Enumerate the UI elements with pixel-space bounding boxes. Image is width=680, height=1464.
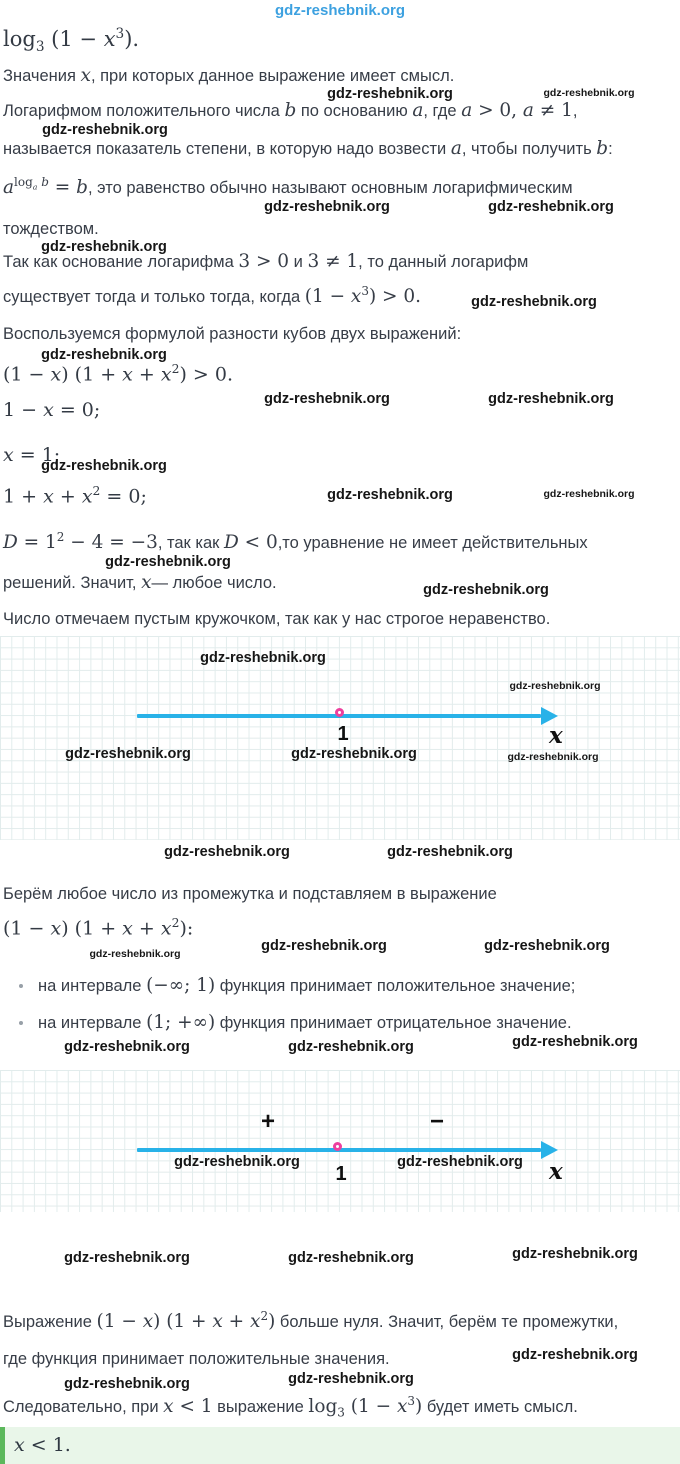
number-line-diagram-1 (0, 636, 680, 840)
watermark: gdz-reshebnik.org (327, 86, 453, 102)
watermark: gdz-reshebnik.org (64, 1039, 190, 1055)
text-line: Воспользуемся формулой разности кубов двух выражений: (3, 325, 462, 343)
point-label: 1 (337, 723, 349, 745)
text-line: Берём любое число из промежутка и подставляем в выражение (3, 885, 497, 903)
watermark: gdz-reshebnik.org (89, 948, 181, 960)
math-formula-main: $\log_3 (1 - x^3)$. (3, 26, 140, 56)
watermark: gdz-reshebnik.org (488, 391, 614, 407)
watermark: gdz-reshebnik.org (64, 1250, 190, 1266)
open-point-marker (333, 1142, 342, 1151)
text-line: решений. Значит, x— любое число. (3, 572, 277, 593)
text-line: Выражение (1 − x) $(1 + x + x^2)$ больше нуля. Значит, берём те промежутки, (3, 1309, 619, 1333)
math-formula-root: x = 1; (3, 444, 61, 466)
watermark: gdz-reshebnik.org (174, 1154, 300, 1170)
watermark: gdz-reshebnik.org (471, 294, 597, 310)
text-line: Значения x, при которых данное выражение имеет смысл. (3, 65, 455, 86)
watermark: gdz-reshebnik.org (509, 680, 601, 692)
answer-text: x < 1. (14, 1434, 71, 1456)
watermark: gdz-reshebnik.org (42, 122, 168, 138)
text-line: Так как основание логарифма 3 > 0 и 3 ≠ 1, то данный логарифм (3, 251, 529, 272)
open-point-marker (335, 708, 344, 717)
text-line: Следовательно, при x < 1 выражение $\log_3 (1 - x^3)$ будет иметь смысл. (3, 1394, 578, 1420)
axis-arrowhead-icon (541, 1141, 558, 1159)
watermark: gdz-reshebnik.org (105, 554, 231, 570)
watermark: gdz-reshebnik.org (264, 199, 390, 215)
watermark: gdz-reshebnik.org (288, 1371, 414, 1387)
watermark: gdz-reshebnik.org (397, 1154, 523, 1170)
watermark: gdz-reshebnik.org (507, 751, 599, 763)
text-line: существует тогда и только тогда, когда $(1 - x^3) > 0$. (3, 284, 422, 308)
watermark: gdz-reshebnik.org (288, 1039, 414, 1055)
watermark: gdz-reshebnik.org (164, 844, 290, 860)
text-line: Логарифмом положительного числа b по основанию a, где a > 0, a ≠ 1, (3, 100, 578, 121)
watermark: gdz-reshebnik.org (261, 938, 387, 954)
text-line: тождеством. (3, 220, 99, 238)
watermark: gdz-reshebnik.org (543, 488, 635, 500)
bullet-icon (19, 1021, 23, 1025)
watermark: gdz-reshebnik.org (41, 347, 167, 363)
watermark: gdz-reshebnik.org (264, 391, 390, 407)
axis-label-x: x (549, 722, 563, 749)
watermark: gdz-reshebnik.org (423, 582, 549, 598)
watermark: gdz-reshebnik.org (484, 938, 610, 954)
math-formula-product-colon: (1 − x) $(1 + x + x^2)$: (3, 916, 194, 940)
math-formula-quadratic: $1 + x + x^2 = 0$; (3, 484, 147, 508)
watermark: gdz-reshebnik.org (291, 746, 417, 762)
text-line: Число отмечаем пустым кружочком, так как у нас строгое неравенство. (3, 610, 551, 628)
list-item: на интервале (−∞; 1) функция принимает положительное значение; (38, 975, 576, 996)
plus-sign: + (260, 1108, 276, 1135)
watermark: gdz-reshebnik.org (64, 1376, 190, 1392)
point-label: 1 (335, 1163, 347, 1185)
number-line-diagram-2 (0, 1070, 680, 1212)
site-watermark-link[interactable]: gdz-reshebnik.org (274, 2, 406, 19)
watermark: gdz-reshebnik.org (488, 199, 614, 215)
text-line: $a^{log_a b} = b$, это равенство обычно называют основным логарифмическим (3, 175, 573, 199)
watermark: gdz-reshebnik.org (41, 458, 167, 474)
watermark: gdz-reshebnik.org (543, 87, 635, 99)
watermark: gdz-reshebnik.org (387, 844, 513, 860)
watermark: gdz-reshebnik.org (200, 650, 326, 666)
list-item: на интервале (1; +∞) функция принимает отрицательное значение. (38, 1012, 572, 1033)
minus-sign: − (429, 1108, 445, 1135)
watermark: gdz-reshebnik.org (288, 1250, 414, 1266)
watermark: gdz-reshebnik.org (327, 487, 453, 503)
watermark: gdz-reshebnik.org (65, 746, 191, 762)
math-formula-linear: 1 − x = 0; (3, 399, 101, 421)
watermark: gdz-reshebnik.org (512, 1034, 638, 1050)
math-formula-product: (1 − x) $(1 + x + x^2) > 0$. (3, 362, 234, 386)
answer-highlight-block (0, 1427, 680, 1464)
watermark: gdz-reshebnik.org (41, 239, 167, 255)
text-line: где функция принимает положительные значения. (3, 1350, 390, 1368)
watermark: gdz-reshebnik.org (512, 1347, 638, 1363)
axis-label-x: x (549, 1158, 563, 1185)
bullet-icon (19, 984, 23, 988)
text-line: называется показатель степени, в которую надо возвести a, чтобы получить b: (3, 138, 613, 159)
watermark: gdz-reshebnik.org (512, 1246, 638, 1262)
text-line: $D = 1^2 - 4 = -3$, так как D < 0,то уравнение не имеет действительных (3, 530, 588, 554)
